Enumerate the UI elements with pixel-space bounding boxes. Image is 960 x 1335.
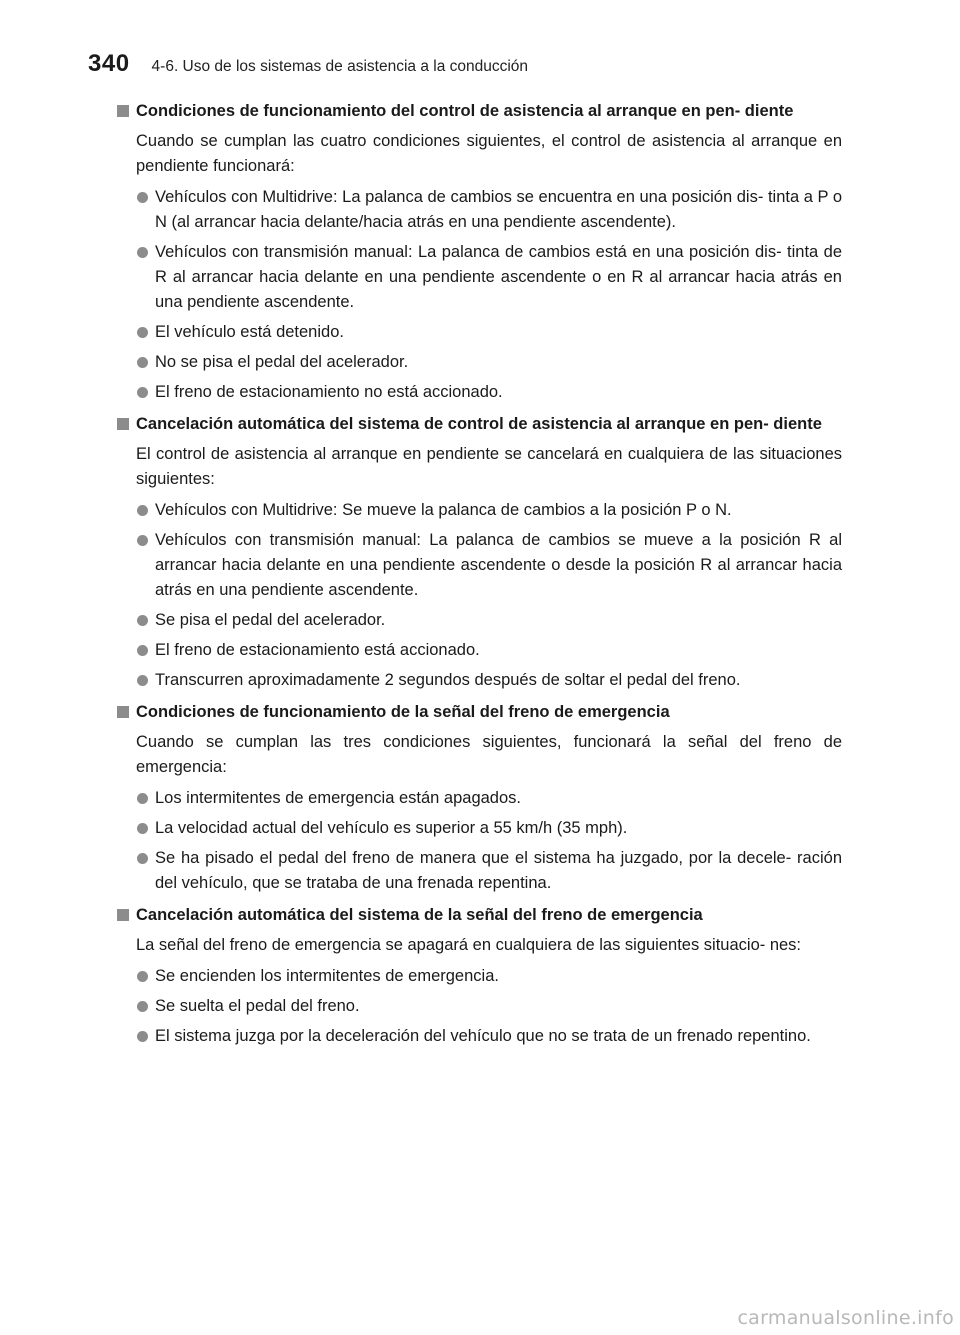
- list-item-text: El freno de estacionamiento no está accionado.: [155, 383, 503, 401]
- list-item-text: Vehículos con transmisión manual: La palanca de cambios se mueve a la posición R al arrancar hacia delante en una pendiente ascendente o desde la posición R al arrancar hacia atrás en una pendiente ascendente.: [155, 531, 842, 599]
- list-item: [117, 608, 842, 633]
- circle-bullet-icon: [137, 853, 148, 864]
- page-content: [117, 98, 842, 1055]
- list-item: [117, 1024, 842, 1049]
- circle-bullet-icon: [137, 247, 148, 258]
- list-item-text: No se pisa el pedal del acelerador.: [155, 353, 409, 371]
- list-item: [117, 380, 842, 405]
- list-item: [117, 320, 842, 345]
- list-item-text: El freno de estacionamiento está accionado.: [155, 641, 480, 659]
- section-intro: El control de asistencia al arranque en pendiente se cancelará en cualquiera de las situaciones siguientes:: [136, 445, 842, 488]
- circle-bullet-icon: [137, 357, 148, 368]
- list-item-text: Los intermitentes de emergencia están apagados.: [155, 789, 521, 807]
- circle-bullet-icon: [137, 971, 148, 982]
- section: [117, 411, 842, 693]
- section-heading: [117, 98, 842, 124]
- list-item: [117, 668, 842, 693]
- circle-bullet-icon: [137, 387, 148, 398]
- list-item: [117, 786, 842, 811]
- section-heading: [117, 902, 842, 928]
- list-item: [117, 964, 842, 989]
- list-item: [117, 816, 842, 841]
- section: [117, 98, 842, 405]
- circle-bullet-icon: [137, 192, 148, 203]
- circle-bullet-icon: [137, 793, 148, 804]
- square-bullet-icon: [117, 706, 129, 718]
- list-item-text: Vehículos con Multidrive: La palanca de cambios se encuentra en una posición dis- tinta a P o N (al arrancar hacia delante/hacia atrás en una pendiente ascendente).: [155, 188, 842, 231]
- list-item-text: El vehículo está detenido.: [155, 323, 344, 341]
- section-heading-text: Condiciones de funcionamiento de la señal del freno de emergencia: [136, 703, 670, 721]
- section-intro: Cuando se cumplan las tres condiciones siguientes, funcionará la señal del freno de emergencia:: [136, 733, 842, 776]
- list-item-text: El sistema juzga por la deceleración del vehículo que no se trata de un frenado repentino.: [155, 1027, 811, 1045]
- section: [117, 699, 842, 896]
- section-intro: Cuando se cumplan las cuatro condiciones siguientes, el control de asistencia al arranque en pendiente funcionará:: [136, 132, 842, 175]
- section-heading: [117, 411, 842, 437]
- square-bullet-icon: [117, 909, 129, 921]
- circle-bullet-icon: [137, 645, 148, 656]
- square-bullet-icon: [117, 418, 129, 430]
- circle-bullet-icon: [137, 327, 148, 338]
- page-number: 340: [88, 50, 130, 77]
- section-intro: La señal del freno de emergencia se apagará en cualquiera de las siguientes situacio- nes:: [136, 936, 802, 954]
- section: [117, 902, 842, 1049]
- circle-bullet-icon: [137, 675, 148, 686]
- section-heading-text: Condiciones de funcionamiento del control de asistencia al arranque en pen- diente: [136, 102, 794, 120]
- list-item: [117, 846, 842, 896]
- list-item-text: Se encienden los intermitentes de emergencia.: [155, 967, 499, 985]
- list-item-text: Se pisa el pedal del acelerador.: [155, 611, 386, 629]
- circle-bullet-icon: [137, 1001, 148, 1012]
- chapter-title: 4-6. Uso de los sistemas de asistencia a la conducción: [151, 58, 529, 75]
- list-item: [117, 350, 842, 375]
- list-item-text: Transcurren aproximadamente 2 segundos después de soltar el pedal del freno.: [155, 671, 741, 689]
- circle-bullet-icon: [137, 823, 148, 834]
- list-item: [117, 994, 842, 1019]
- circle-bullet-icon: [137, 1031, 148, 1042]
- list-item-text: Se suelta el pedal del freno.: [155, 997, 360, 1015]
- circle-bullet-icon: [137, 615, 148, 626]
- list-item: [117, 528, 842, 603]
- watermark: carmanualsonline.info: [737, 1307, 954, 1329]
- section-heading-text: Cancelación automática del sistema de la señal del freno de emergencia: [136, 906, 703, 924]
- circle-bullet-icon: [137, 535, 148, 546]
- list-item: [117, 240, 842, 315]
- list-item-text: Vehículos con transmisión manual: La palanca de cambios está en una posición dis- tinta de R al arrancar hacia delante en una pendiente ascendente o en R al arrancar hacia atrás en una pendiente ascendente.: [155, 243, 842, 311]
- list-item-text: La velocidad actual del vehículo es superior a 55 km/h (35 mph).: [155, 819, 628, 837]
- list-item-text: Se ha pisado el pedal del freno de manera que el sistema ha juzgado, por la decele- ración del vehículo, que se trataba de una frenada repentina.: [155, 849, 842, 892]
- list-item-text: Vehículos con Multidrive: Se mueve la palanca de cambios a la posición P o N.: [155, 501, 732, 519]
- page-header: [88, 50, 528, 80]
- circle-bullet-icon: [137, 505, 148, 516]
- list-item: [117, 185, 842, 235]
- section-heading-text: Cancelación automática del sistema de control de asistencia al arranque en pen- diente: [136, 415, 822, 433]
- list-item: [117, 498, 842, 523]
- section-heading: [117, 699, 842, 725]
- square-bullet-icon: [117, 105, 129, 117]
- list-item: [117, 638, 842, 663]
